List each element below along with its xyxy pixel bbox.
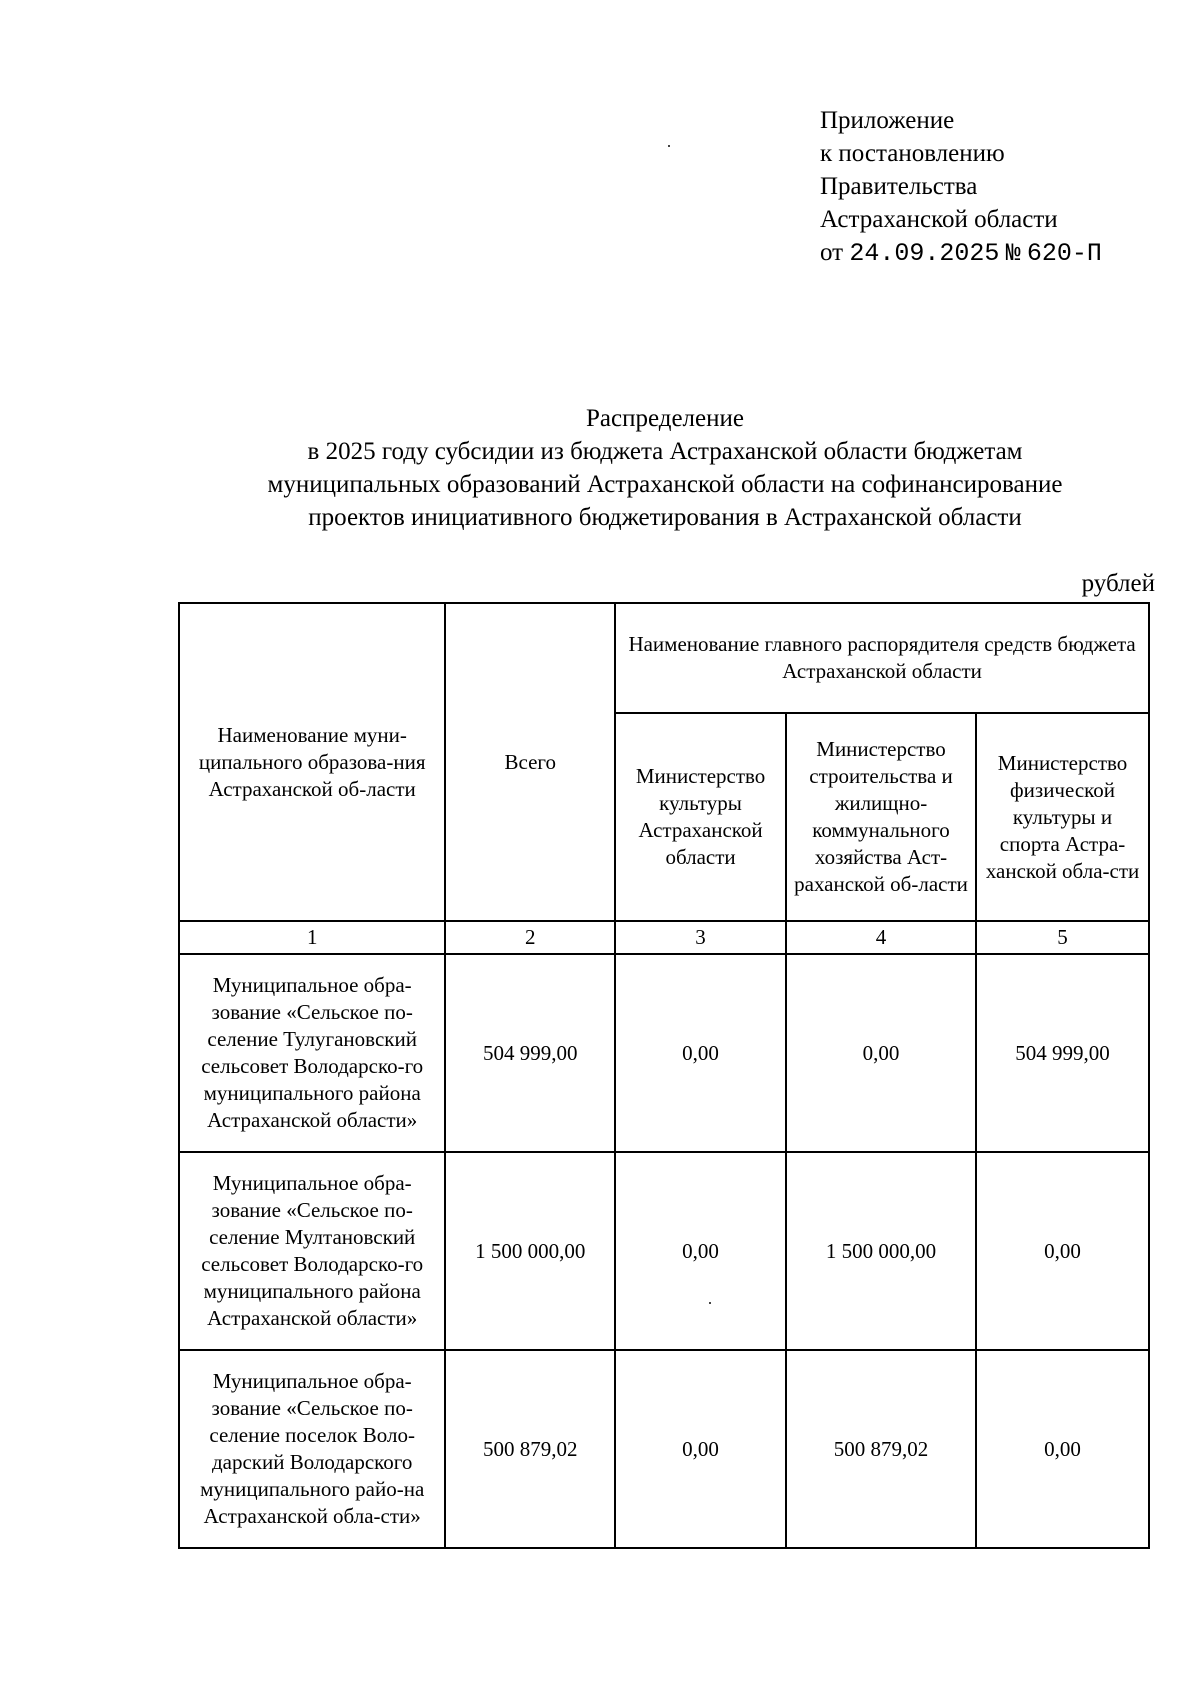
appendix-date-line [820,236,1102,270]
header-row [179,603,1149,713]
date-prefix: от [820,239,844,266]
table-row [179,1152,1149,1350]
column-number: 3 [615,921,786,954]
municipality-name: Муниципальное обра-зование «Сельское по-селение Мултановский сельсовет Володарско-го муниципального района Астраханской области» [179,1152,445,1350]
appendix-line: Приложение [820,107,955,134]
header-ministry-construction: Министерство строительства и жилищно-коммунального хозяйства Аст-раханской об-ласти [786,713,976,921]
appendix-line: Правительства [820,173,978,200]
municipality-name: Муниципальное обра-зование «Сельское по-селение Тулугановский сельсовет Володарско-го муниципального района Астраханской области» [179,954,445,1152]
header-administrator-group: Наименование главного распорядителя средств бюджета Астраханской области [615,603,1149,713]
appendix-block [820,104,1102,270]
number-sign: № [1005,239,1021,268]
scan-speck [709,1302,711,1304]
title-line: проектов инициативного бюджетирования в Астраханской области [308,504,1022,531]
sport-value: 0,00 [976,1350,1149,1548]
municipality-name: Муниципальное обра-зование «Сельское по-селение поселок Воло-дарский Володарского муниципального райо-на Астраханской обла-сти» [179,1350,445,1548]
table-row [179,1350,1149,1548]
construction-value: 1 500 000,00 [786,1152,976,1350]
column-number: 5 [976,921,1149,954]
document-number: 620-П [1026,239,1102,268]
header-ministry-sport: Министерство физической культуры и спорта Астра-ханской обла-сти [976,713,1149,921]
construction-value: 500 879,02 [786,1350,976,1548]
appendix-line: к постановлению [820,140,1005,167]
column-number: 4 [786,921,976,954]
scan-speck [668,145,670,147]
header-municipality: Наименование муни-ципального образова-ния Астраханской об-ласти [179,603,445,921]
table-row [179,954,1149,1152]
date-value: 24.09.2025 [849,239,1000,268]
column-number-row [179,921,1149,954]
distribution-table [178,602,1150,1549]
culture-value: 0,00 [615,954,786,1152]
appendix-line: Астраханской области [820,206,1058,233]
total-value: 504 999,00 [445,954,615,1152]
culture-value: 0,00 [615,1152,786,1350]
title-line: Распределение [586,405,744,432]
total-value: 1 500 000,00 [445,1152,615,1350]
culture-value: 0,00 [615,1350,786,1548]
column-number: 1 [179,921,445,954]
construction-value: 0,00 [786,954,976,1152]
title-line: муниципальных образований Астраханской области на софинансирование [267,471,1063,498]
sport-value: 504 999,00 [976,954,1149,1152]
document-title [150,402,1180,534]
total-value: 500 879,02 [445,1350,615,1548]
unit-label: рублей [1081,570,1155,597]
header-ministry-culture: Министерство культуры Астраханской области [615,713,786,921]
title-line: в 2025 году субсидии из бюджета Астраханской области бюджетам [307,438,1023,465]
column-number: 2 [445,921,615,954]
header-total: Всего [445,603,615,921]
sport-value: 0,00 [976,1152,1149,1350]
